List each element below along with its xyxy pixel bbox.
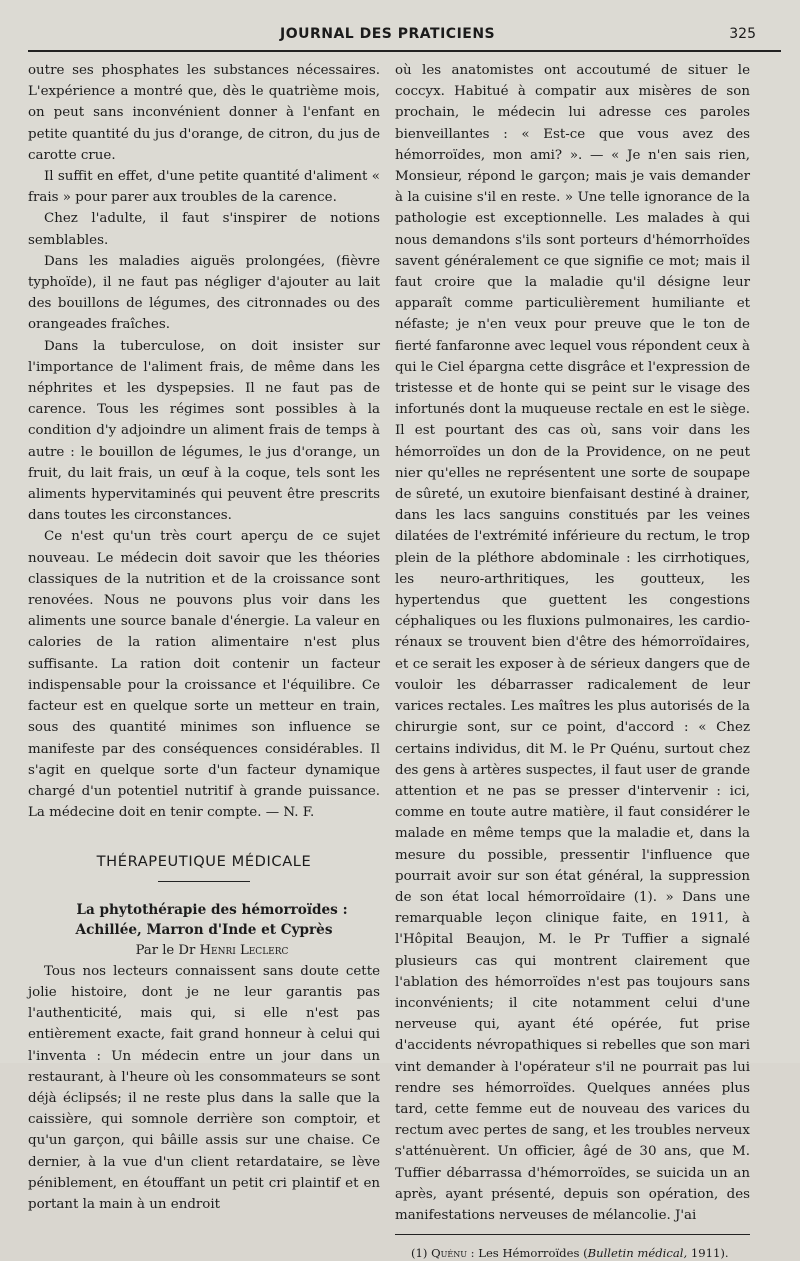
paragraph: Il suffit en effet, d'une petite quantité d'aliment « frais » pour parer aux troubles de la carence. bbox=[28, 169, 380, 206]
footnote-journal: Bulletin médical, bbox=[587, 1246, 688, 1261]
article-title: La phytothérapie des hémorroïdes : Achillée, Marron d'Inde et Cyprès bbox=[75, 901, 348, 938]
paragraph: Dans les maladies aiguës prolongées, (fièvre typhoïde), il ne faut pas négliger d'ajouter au lait des bouillons de légumes, des citronnades ou des orangeades fraîches. bbox=[28, 253, 380, 333]
running-header bbox=[0, 22, 800, 46]
footnote-author: Quénu bbox=[431, 1246, 467, 1261]
footnote-text: : Les Hémorroïdes ( bbox=[466, 1246, 588, 1261]
paragraph: Tous nos lecteurs connaissent sans doute cette jolie histoire, dont je ne leur garantis pas l'authenticité, mais qui, si elle n'est pas entièrement exacte, fait grand honneur à celui qui l'inventa : Un médecin entre un jour dans un restaurant, à l'heure où les consommateurs se sont déjà éclipsés; il ne reste plus dans la salle que la caissière, qui somnole derrière son comptoir, et qu'un garçon, qui bâille assis sur une chaise. Ce dernier, à la vue d'un client retardataire, se lève péniblement, en étouffant un petit cri plaintif et en portant la main à un endroit bbox=[28, 963, 380, 1212]
paragraph: Dans la tuberculose, on doit insister sur l'importance de l'aliment frais, de même dans les néphrites et les dyspepsies. Il ne faut pas de carence. Tous les régimes sont possibles à la condition d'y adjoindre un aliment frais de temps à autre : le bouillon de légumes, le jus d'orange, un fruit, du lait frais, un œuf à la coque, tels sont les aliments hypervitaminés qui peuvent être prescrits dans toutes les circonstances. bbox=[28, 338, 380, 524]
byline bbox=[28, 940, 380, 961]
journal-title: JOURNAL DES PRATICIENS bbox=[280, 26, 496, 42]
paragraph: Chez l'adulte, il faut s'inspirer de notions semblables. bbox=[28, 211, 380, 248]
footnote-rule bbox=[395, 1234, 750, 1235]
right-column bbox=[395, 60, 750, 1261]
footnote-marker: (1) bbox=[411, 1246, 428, 1261]
paragraph: Ce n'est qu'un très court aperçu de ce sujet nouveau. Le médecin doit savoir que les théories classiques de la nutrition et de la croissance sont renovées. Nous ne pouvons plus voir dans les aliments une source banale d'énergie. La valeur en calories de la ration alimentaire n'est plus suffisante. La ration doit contenir un facteur indispensable pour la croissance et l'équilibre. Ce facteur est en quelque sorte un metteur en train, sous des quantité minimes son influence se manifeste par des conséquences considérables. Il s'agit en quelque sorte d'un facteur dynamique chargé d'un potentiel nutritif à grande puissance. La médecine doit en tenir compte. — N. F. bbox=[28, 529, 380, 821]
left-column bbox=[28, 60, 380, 1215]
page-number: 325 bbox=[729, 26, 756, 42]
author-name: Henri Leclerc bbox=[199, 942, 289, 958]
section-rule bbox=[158, 881, 250, 882]
paragraph: outre ses phosphates les substances nécessaires. L'expérience a montré que, dès le quatrième mois, on peut sans inconvénient donner à l'enfant en petite quantité du jus d'orange, de citron, du jus de carotte crue. bbox=[28, 63, 380, 163]
header-rule bbox=[28, 50, 781, 52]
byline-prefix: Par le Dr bbox=[135, 942, 196, 958]
section-heading: THÉRAPEUTIQUE MÉDICALE bbox=[96, 853, 312, 871]
footnote bbox=[395, 1245, 750, 1261]
paragraph: où les anatomistes ont accoutumé de situer le coccyx. Habitué à compatir aux misères de son prochain, le médecin lui adresse ces paroles bienveillantes : « Est-ce que vous avez des hémorroïdes, mon ami? ». — « Je n'en sais rien, Monsieur, répond le garçon; mais je vais demander à la cuisine s'il en reste. » Une telle ignorance de la pathologie est exceptionnelle. Les malades à qui nous demandons s'ils sont porteurs d'hémorrhoïdes savent généralement ce que signifie ce mot; mais il faut croire que la maladie qu'il désigne leur apparaît comme particulièrement humiliante et néfaste; je n'en veux pour preuve que le ton de fierté fanfaronne avec lequel vous répondent ceux à qui le Ciel épargna cette disgrâce et l'expression de tristesse et de honte qui se peint sur le visage des infortunés dont la muqueuse rectale en est le siège. Il est pourtant des cas où, sans voir dans les hémorroïdes un don de la Providence, on ne peut nier qu'elles ne représentent une sorte de soupape de sûreté, un exutoire bienfaisant destiné à drainer, dans les lacs sanguins constitués par les veines dilatées de l'extrémité inférieure du rectum, le trop plein de la pléthore abdominale : les cirrhotiques, les neuro-arthritiques, les goutteux, les hypertendus que guettent les congestions céphaliques ou les fluxions pulmonaires, les cardio-rénaux se trouvent bien d'être des hémorroïdaires, et ce serait les exposer à de sérieux dangers que de vouloir les débarrasser radicalement de leur varices rectales. Les maîtres les plus autorisés de la chirurgie sont, sur ce point, d'accord : « Chez certains individus, dit M. le Pr Quénu, surtout chez des gens à artères suspectes, il faut user de grande attention et ne pas se presser d'intervenir : ici, comme en toute autre matière, il faut considérer le malade en même temps que la maladie et, dans la mesure du possible, pressentir l'influence que pourrait avoir sur son état général, la suppression de son état local hémorroïdaire (1). » Dans une remarquable leçon clinique faite, en 1911, à l'Hôpital Beaujon, M. le Pr Tuffier a signalé plusieurs cas qui montrent clairement que l'ablation des hémorroïdes n'est pas toujours sans inconvénients; il cite notamment celui d'une nerveuse qui, ayant été opérée, fut prise d'accidents névropathiques si rebelles que son mari vint demander à l'opérateur s'il ne pourrait pas lui rendre ses hémorroïdes. Quelques années plus tard, cette femme eut de nouveau des varices du rectum avec pertes de sang, et les troubles nerveux s'atténuèrent. Un officier, âgé de 30 ans, que M. Tuffier débarrassa d'hémorroïdes, se suicida un an après, ayant présenté, depuis son opération, des manifestations nerveuses de mélancolie. J'ai bbox=[395, 63, 750, 1223]
footnote-year: 1911). bbox=[687, 1246, 729, 1261]
